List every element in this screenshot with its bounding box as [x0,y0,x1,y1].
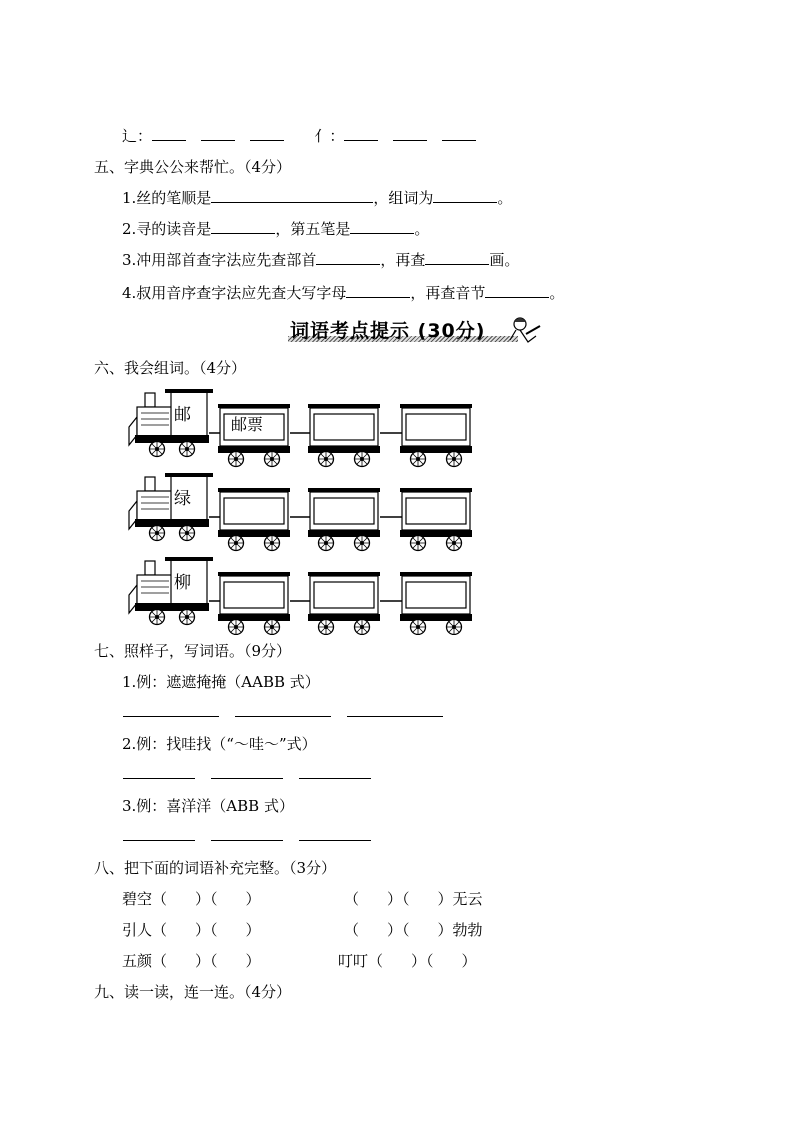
radical-label-chuo: 辶： [122,127,153,145]
blank[interactable] [201,126,235,141]
text: 引人（ [122,921,168,939]
q8-title: 八、把下面的词语补充完整。（3分） [94,859,337,877]
blank[interactable] [425,250,489,265]
text: ） [461,952,477,970]
q5-line1 [122,187,512,208]
q5-line4 [122,282,564,303]
blank[interactable] [344,126,378,141]
blank[interactable] [316,250,380,265]
text: ）（ [387,890,410,908]
idiom-item[interactable] [122,950,261,971]
blank[interactable] [211,188,373,203]
banner-text: 词语考点提示 [290,320,411,342]
answer-line[interactable] [299,778,371,779]
text: 。 [549,284,565,302]
text: 五颜（ [122,952,168,970]
text: ，第五笔是 [275,220,351,238]
answer-line[interactable] [211,840,283,841]
engine-char-3: 柳 [174,573,191,593]
answer-line[interactable] [211,778,283,779]
answer-line[interactable] [123,840,195,841]
text: （ [344,890,360,908]
text: ）（ [387,921,410,939]
text: 碧空（ [122,890,168,908]
text: 2.寻的读音是 [122,220,212,238]
text: ）（ [195,952,218,970]
q5-line3 [122,249,519,270]
engine-char-1: 邮 [174,405,191,425]
blank[interactable] [350,219,414,234]
text: 4.叔用音序查字法应先查大写字母 [122,284,347,302]
car-word-1-1[interactable]: 邮票 [231,415,264,434]
text: ，组词为 [373,189,434,207]
blank[interactable] [485,283,549,298]
radical-label-ren: 亻： [314,127,345,145]
text: 叮叮（ [338,952,384,970]
answer-line[interactable] [299,840,371,841]
q7-example-2: 2.例：找哇找（“～哇～”式） [122,735,317,753]
text: （ [344,921,360,939]
text: ，再查音节 [410,284,486,302]
answer-line[interactable] [123,778,195,779]
idiom-item[interactable] [344,919,483,940]
idiom-item[interactable] [338,950,477,971]
text: ）无云 [437,890,483,908]
radical-row [122,125,476,146]
text: 。 [497,189,513,207]
q5-line2 [122,218,429,239]
idiom-item[interactable] [344,888,483,909]
q7-example-1: 1.例：遮遮掩掩（AABB 式） [122,673,320,691]
answer-line[interactable] [347,716,443,717]
text: 。 [414,220,430,238]
text: ）（ [411,952,434,970]
q7-title: 七、照样子，写词语。（9分） [94,642,292,660]
banner-title [290,316,485,343]
text: ） [245,921,261,939]
blank[interactable] [393,126,427,141]
idiom-item[interactable] [122,888,261,909]
text: 画。 [489,251,520,269]
q6-title: 六、我会组词。（4分） [94,359,247,377]
text: ） [245,952,261,970]
answer-line[interactable] [123,716,219,717]
banner-score: (30分) [417,320,486,342]
text: 1.丝的笔顺是 [122,189,212,207]
blank[interactable] [442,126,476,141]
text: ）（ [195,921,218,939]
text: 3.冲用部首查字法应先查部首 [122,251,317,269]
engine-char-2: 绿 [174,489,191,509]
q5-title: 五、字典公公来帮忙。（4分） [94,158,292,176]
blank[interactable] [433,188,497,203]
text: ，再查 [380,251,426,269]
blank[interactable] [250,126,284,141]
blank[interactable] [152,126,186,141]
blank[interactable] [346,283,410,298]
text: ）勃勃 [437,921,483,939]
text: ）（ [195,890,218,908]
q9-title: 九、读一读，连一连。（4分） [94,983,292,1001]
idiom-item[interactable] [122,919,261,940]
text: ） [245,890,261,908]
section-banner [288,314,546,344]
girl-pencil-icon [506,314,542,344]
q7-example-3: 3.例：喜洋洋（ABB 式） [122,797,294,815]
answer-line[interactable] [235,716,331,717]
blank[interactable] [211,219,275,234]
